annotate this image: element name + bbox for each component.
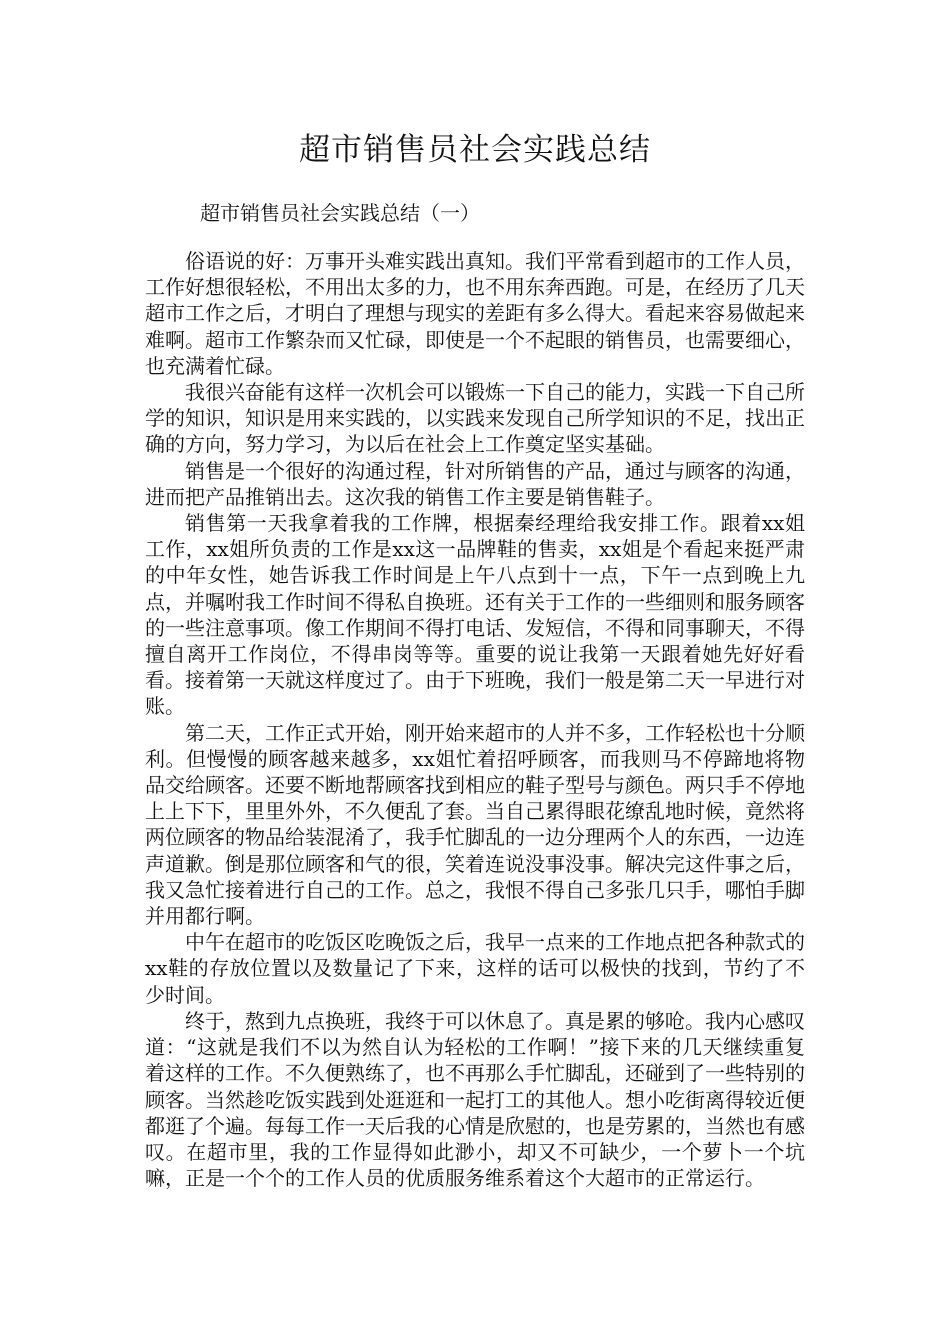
paragraph-5: 第二天，工作正式开始，刚开始来超市的人并不多，工作轻松也十分顺利。但慢慢的顾客越来越多，xx姐忙着招呼顾客，而我则马不停蹄地将物品交给顾客。还要不断地帮顾客找到相应的鞋子型号与颜色。两只手不停地上上下下，里里外外，不久便乱了套。当自己累得眼花缭乱地时候，竟然将两位顾客的物品给装混淆了，我手忙脚乱的一边分理两个人的东西，一边连声道歉。倒是那位顾客和气的很，笑着连说没事没事。解决完这件事之后，我又急忙接着进行自己的工作。总之，我恨不得自己多张几只手，哪怕手脚并用都行啊。: [145, 720, 805, 929]
page-title: 超市销售员社会实践总结: [299, 132, 651, 168]
paragraph-4: 销售第一天我拿着我的工作牌，根据秦经理给我安排工作。跟着xx姐工作，xx姐所负责的工作是xx这一品牌鞋的售卖，xx姐是个看起来挺严肃的中年女性，她告诉我工作时间是上午八点到十一点，下午一点到晚上九点，并嘱咐我工作时间不得私自换班。还有关于工作的一些细则和服务顾客的一些注意事项。像工作期间不得打电话、发短信，不得和同事聊天，不得擅自离开工作岗位，不得串岗等等。重要的说让我第一天跟着她先好好看看。接着第一天就这样度过了。由于下班晚，我们一般是第二天一早进行对账。: [145, 511, 805, 719]
section-heading: 超市销售员社会实践总结（一）: [200, 201, 480, 225]
paragraph-1: 俗语说的好：万事开头难实践出真知。我们平常看到超市的工作人员，工作好想很轻松，不用出太多的力，也不用东奔西跑。可是，在经历了几天超市工作之后，才明白了理想与现实的差距有多么得大。看起来容易做起来难啊。超市工作繁杂而又忙碌，即使是一个不起眼的销售员，也需要细心，也充满着忙碌。: [145, 249, 805, 378]
paragraph-6: 中午在超市的吃饭区吃晚饭之后，我早一点来的工作地点把各种款式的xx鞋的存放位置以及数量记了下来，这样的话可以极快的找到，节约了不少时间。: [145, 930, 805, 1007]
paragraph-7: 终于，熬到九点换班，我终于可以休息了。真是累的够呛。我内心感叹道：“这就是我们不以为然自认为轻松的工作啊！”接下来的几天继续重复着这样的工作。不久便熟练了，也不再那么手忙脚乱，还碰到了一些特别的顾客。当然趁吃饭实践到处逛逛和一起打工的其他人。想小吃街离得较近便都逛了个遍。每每工作一天后我的心情是欣慰的，也是劳累的，当然也有感叹。在超市里，我的工作显得如此渺小，却又不可缺少，一个萝卜一个坑嘛，正是一个个的工作人员的优质服务维系着这个大超市的正常运行。: [145, 1008, 805, 1191]
paragraph-2: 我很兴奋能有这样一次机会可以锻炼一下自己的能力，实践一下自己所学的知识，知识是用来实践的，以实践来发现自己所学知识的不足，找出正确的方向，努力学习，为以后在社会上工作奠定坚实基础。: [145, 380, 805, 457]
body-text: [145, 248, 805, 1191]
paragraph-3: 销售是一个很好的沟通过程，针对所销售的产品，通过与顾客的沟通，进而把产品推销出去。这次我的销售工作主要是销售鞋子。: [145, 458, 805, 509]
